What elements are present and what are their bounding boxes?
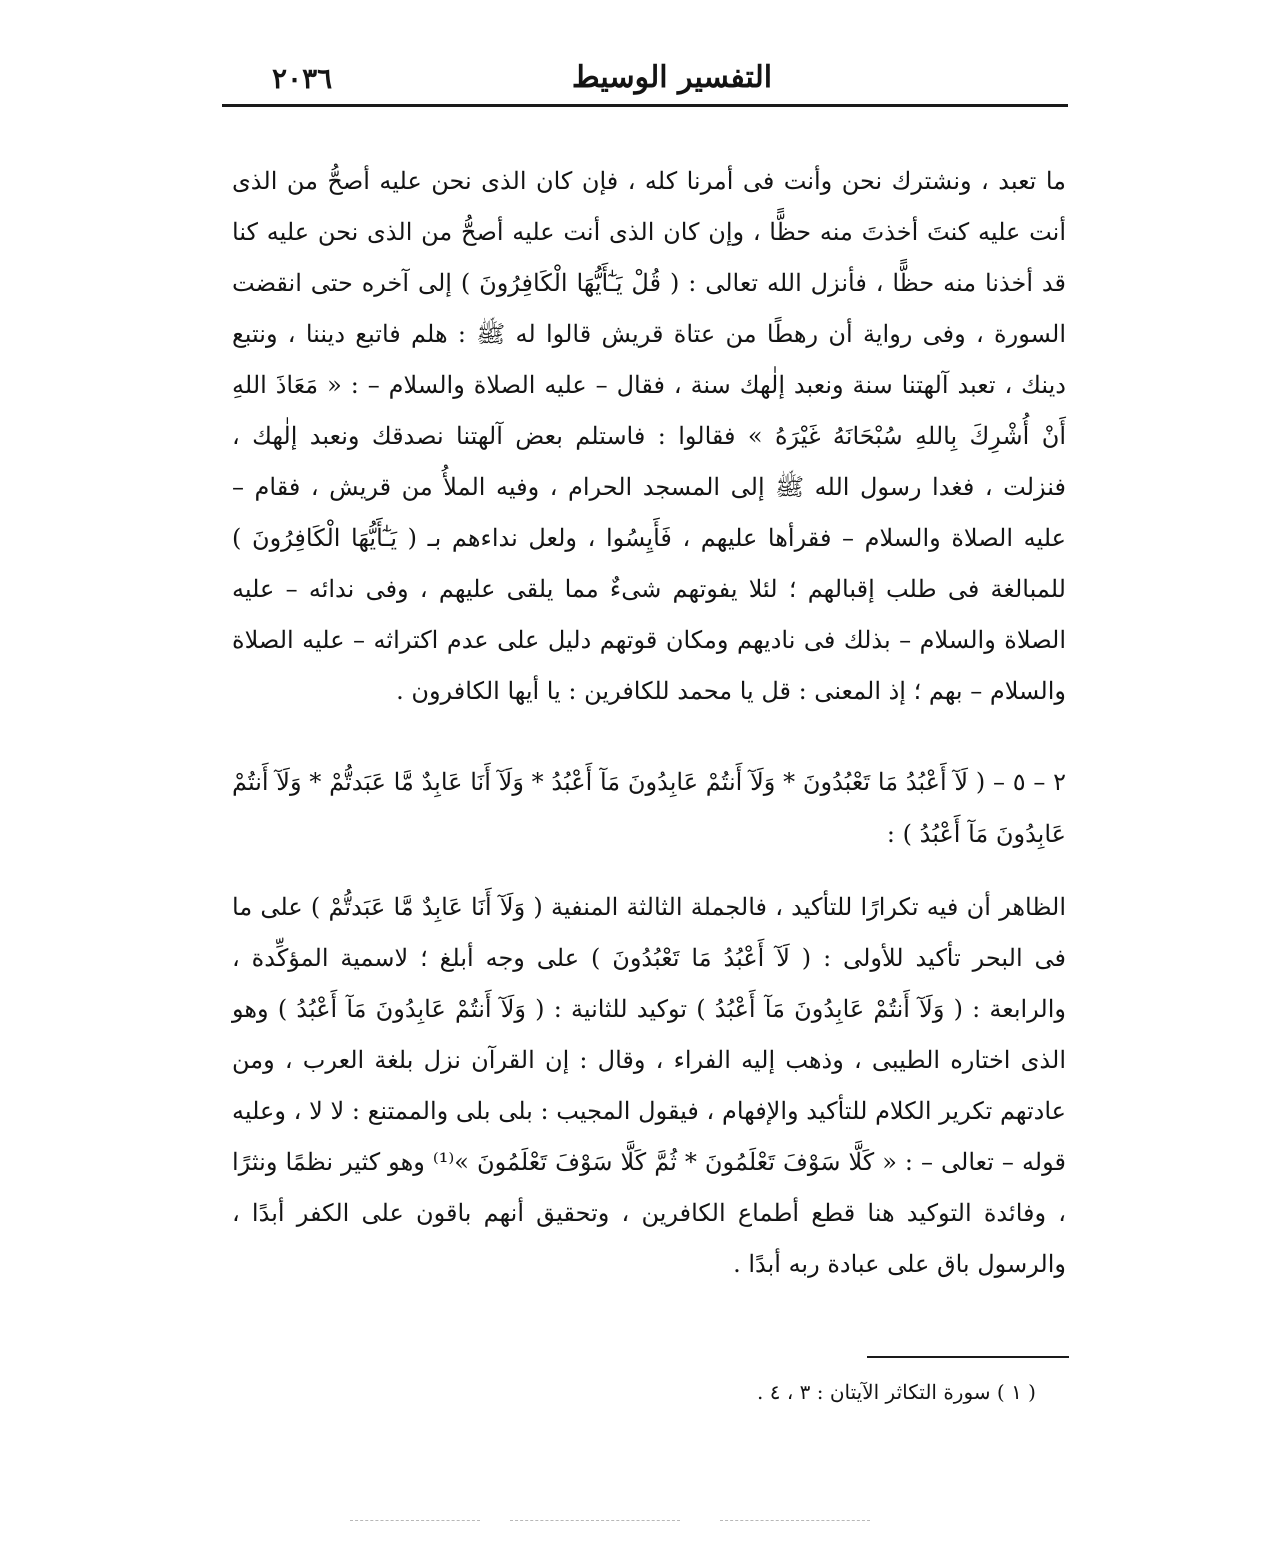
- scan-artifact-line: [720, 1520, 870, 1521]
- verse-heading-paragraph: ٢ – ٥ – ( لَآ أَعْبُدُ مَا تَعْبُدُونَ * وَلَآ أَنتُمْ عَابِدُونَ مَآ أَعْبُدُ * وَلَآ أَنَا عَابِدٌ مَّا عَبَدتُّمْ * وَلَآ أَنتُمْ عَابِدُونَ مَآ أَعْبُدُ ) :: [232, 768, 1066, 848]
- header-divider: [222, 104, 1068, 107]
- scan-artifact-line: [510, 1520, 680, 1521]
- body-paragraph-3: الظاهر أن فيه تكرارًا للتأكيد ، فالجملة الثالثة المنفية ( وَلَآ أَنَا عَابِدٌ مَّا عَبَدتُّمْ ) على ما فى البحر تأكيد للأولى : ( لَآ أَعْبُدُ مَا تَعْبُدُونَ ) على وجه أبلغ ؛ لاسمية المؤكِّدة ، والرابعة : ( وَلَآ أَنتُمْ عَابِدُونَ مَآ أَعْبُدُ ) توكيد للثانية : ( وَلَآ أَنتُمْ عَابِدُونَ مَآ أَعْبُدُ ) وهو الذى اختاره الطيبى ، وذهب إليه الفراء ، وقال : إن القرآن نزل بلغة العرب ، ومن عادتهم تكرير الكلام للتأكيد والإفهام ، فيقول المجيب : بلى بلى والممتنع : لا لا ، وعليه قوله – تعالى – : « كَلَّا سَوْفَ تَعْلَمُونَ * ثُمَّ كَلَّا سَوْفَ تَعْلَمُونَ »⁽¹⁾ وهو كثير نظمًا ونثرًا ، وفائدة التوكيد هنا قطع أطماع الكافرين ، وتحقيق أنهم باقون على الكفر أبدًا ، والرسول باق على عبادة ربه أبدًا .: [232, 893, 1066, 1278]
- scan-artifact-line: [350, 1520, 480, 1521]
- footnote-divider: [867, 1356, 1069, 1358]
- footnote: ( ١ ) سورة التكاثر الآيتان : ٣ ، ٤ .: [757, 1380, 1036, 1404]
- page-number: ٢٠٣٦: [272, 62, 333, 95]
- page-header: [222, 58, 1068, 100]
- running-title: التفسير الوسيط: [571, 60, 773, 95]
- body-paragraph-1: ما تعبد ، ونشترك نحن وأنت فى أمرنا كله ، فإن كان الذى نحن عليه أصحُّ من الذى أنت عليه كنتَ أخذتَ منه حظًّا ، وإن كان الذى أنت عليه أصحُّ من الذى نحن عليه كنا قد أخذنا منه حظًّا ، فأنزل الله تعالى : ( قُلْ يَـٰٓأَيُّهَا الْكَافِرُونَ ) إلى آخره حتى انقضت السورة ، وفى رواية أن رهطًا من عتاة قريش قالوا له ﷺ : هلم فاتبع ديننا ، ونتبع دينك ، تعبد آلهتنا سنة ونعبد إلٰهك سنة ، فقال – عليه الصلاة والسلام – : « مَعَاذَ اللهِ أَنْ أُشْرِكَ بِاللهِ سُبْحَانَهُ غَيْرَهُ » فقالوا : فاستلم بعض آلهتنا نصدقك ونعبد إلٰهك ، فنزلت ، فغدا رسول الله ﷺ إلى المسجد الحرام ، وفيه الملأُ من قريش ، فقام – عليه الصلاة والسلام – فقرأها عليهم ، فَأَيِسُوا ، ولعل نداءهم بـ ( يَـٰٓأَيُّهَا الْكَافِرُونَ ) للمبالغة فى طلب إقبالهم ؛ لئلا يفوتهم شىءٌ مما يلقى عليهم ، وفى ندائه – عليه الصلاة والسلام – بذلك فى ناديهم ومكان قوتهم دليل على عدم اكتراثه – عليه الصلاة والسلام – بهم ؛ إذ المعنى : قل يا محمد للكافرين : يا أيها الكافرون .: [232, 167, 1066, 705]
